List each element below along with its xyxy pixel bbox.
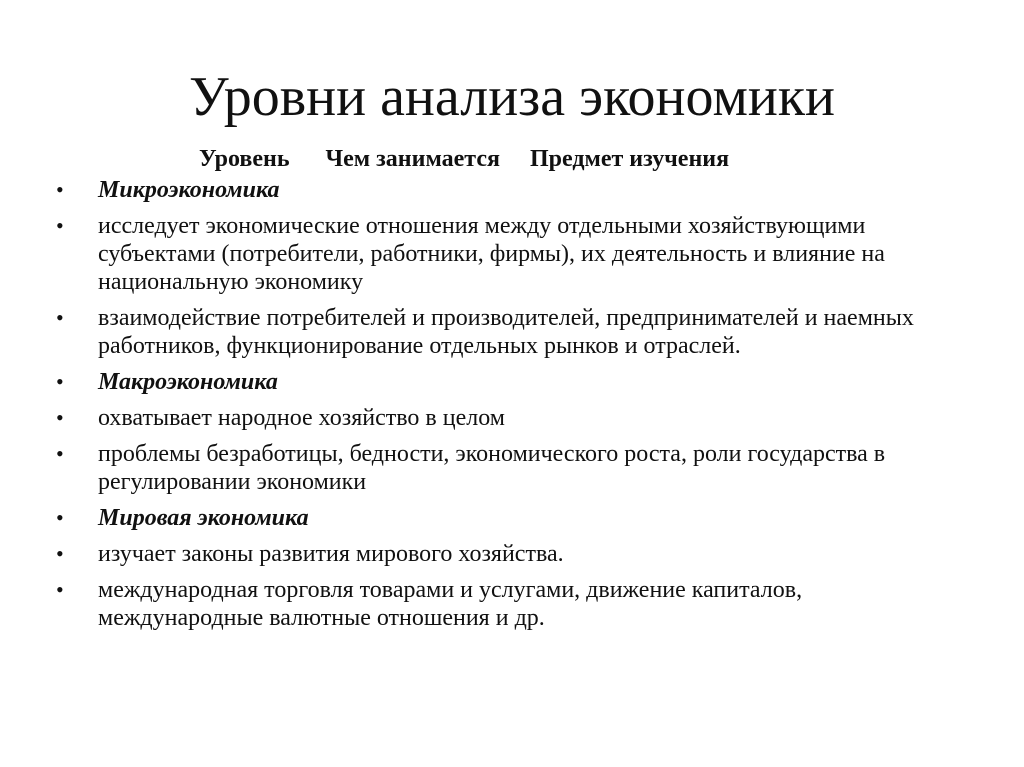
- header-subject: Предмет изучения: [530, 146, 730, 172]
- list-item: [56, 440, 956, 496]
- bullet-icon: •: [56, 305, 64, 330]
- bullet-list: [56, 176, 956, 640]
- bullet-icon: •: [56, 577, 64, 602]
- item-text: охватывает народное хозяйство в целом: [98, 405, 505, 431]
- list-item: [56, 404, 956, 432]
- bullet-icon: •: [56, 405, 64, 430]
- bullet-icon: •: [56, 369, 64, 394]
- bullet-icon: •: [56, 441, 64, 466]
- list-item-microeconomics: [56, 176, 956, 204]
- bullet-icon: •: [56, 541, 64, 566]
- list-item: [56, 304, 956, 360]
- section-heading: Макроэкономика: [98, 369, 278, 395]
- list-item: [56, 540, 956, 568]
- list-item: [56, 212, 956, 296]
- header-level: Уровень: [199, 146, 290, 172]
- list-item-macroeconomics: [56, 368, 956, 396]
- slide-title: Уровни анализа экономики: [188, 66, 836, 128]
- section-heading: Микроэкономика: [98, 177, 280, 203]
- item-text: взаимодействие потребителей и производителей, предпринимателей и наемных работников, функционирование отдельных рынков и отраслей.: [98, 305, 914, 359]
- item-text: международная торговля товарами и услугами, движение капиталов, международные валютные отношения и др.: [98, 577, 803, 631]
- bullet-icon: •: [56, 213, 64, 238]
- column-header-row: [199, 142, 729, 176]
- list-item-world-economy: [56, 504, 956, 532]
- item-text: исследует экономические отношения между отдельными хозяйствующими субъектами (потребители, работники, фирмы), их деятельность и влияние на национальную экономику: [98, 213, 885, 295]
- bullet-icon: •: [56, 177, 64, 202]
- header-what-it-does: Чем занимается: [325, 146, 500, 172]
- item-text: изучает законы развития мирового хозяйства.: [98, 541, 564, 567]
- item-text: проблемы безработицы, бедности, экономического роста, роли государства в регулировании экономики: [98, 441, 886, 495]
- bullet-icon: •: [56, 505, 64, 530]
- section-heading: Мировая экономика: [98, 505, 309, 531]
- list-item: [56, 576, 956, 632]
